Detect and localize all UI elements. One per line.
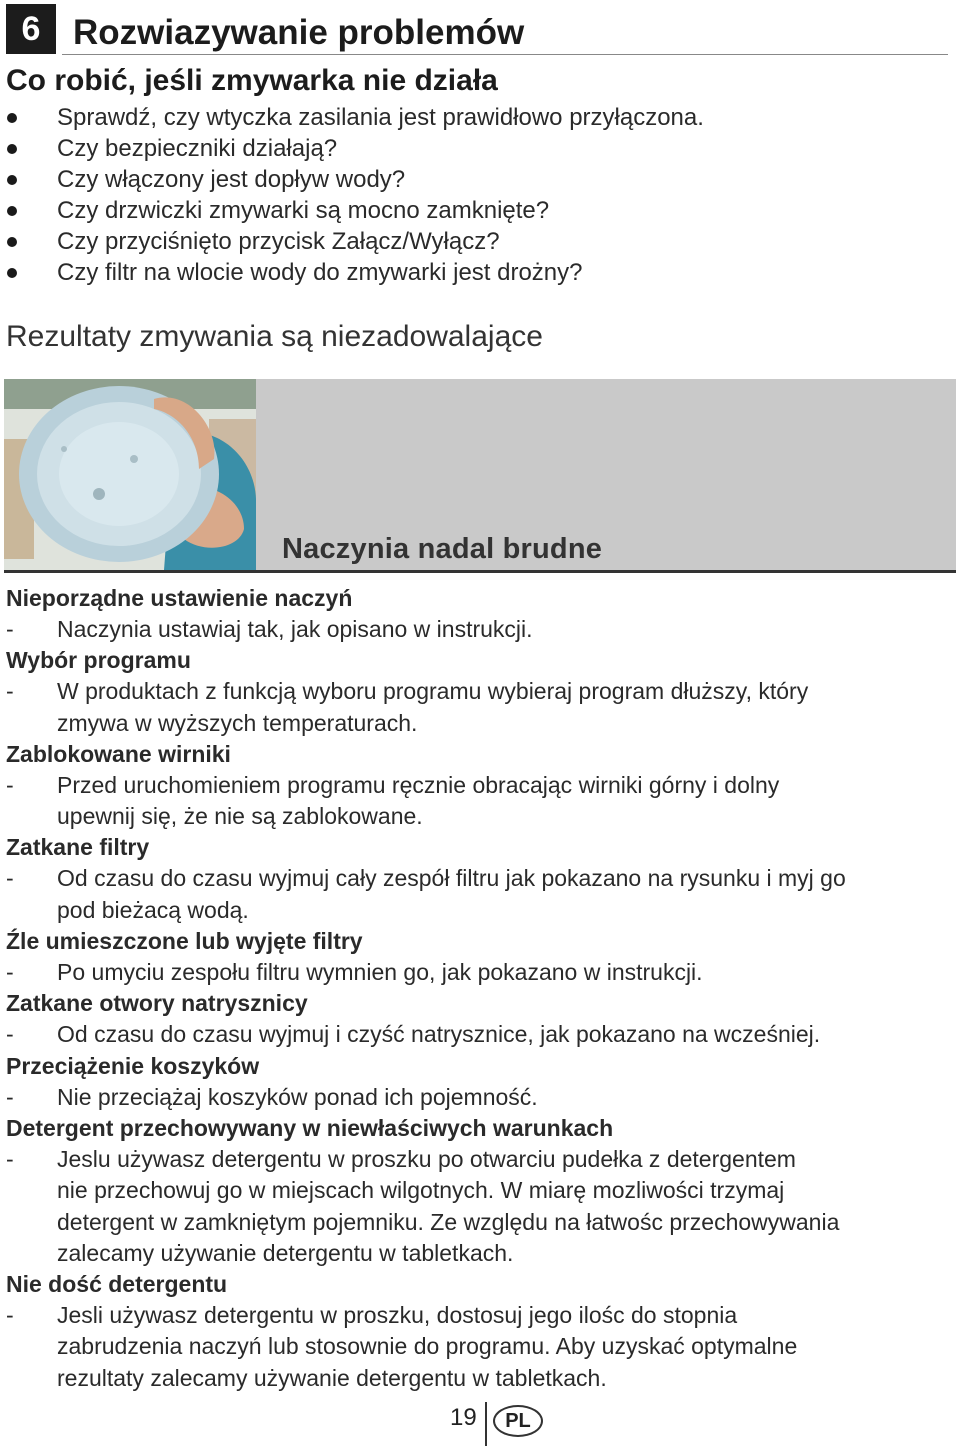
issue-text: Jesli używasz detergentu w proszku, dostosuj jego ilośc do stopnia bbox=[57, 1302, 738, 1329]
list-item-text: Czy włączony jest dopływ wody? bbox=[57, 166, 406, 193]
issue-block bbox=[6, 1051, 951, 1113]
bullet-dot-icon bbox=[7, 175, 17, 185]
dash-marker: - bbox=[6, 1021, 14, 1048]
issues-list bbox=[6, 583, 951, 1394]
issue-title: Zablokowane wirniki bbox=[6, 740, 231, 767]
issue-line bbox=[6, 1019, 951, 1050]
page-number: 19 bbox=[450, 1404, 477, 1431]
issue-title: Źle umieszczone lub wyjęte filtry bbox=[6, 928, 363, 955]
issue-text: Od czasu do czasu wyjmuj cały zespół filtru jak pokazano na rysunku i myj go bbox=[57, 865, 846, 892]
dash-marker: - bbox=[6, 865, 14, 892]
photo-caption: Naczynia nadal brudne bbox=[282, 533, 603, 565]
issue-title: Przeciążenie koszyków bbox=[6, 1052, 260, 1079]
issue-text: Jeslu używasz detergentu w proszku po otwarciu pudełka z detergentem bbox=[57, 1145, 796, 1172]
bullet-dot-icon bbox=[7, 206, 17, 216]
issue-text: zabrudzenia naczyń lub stosownie do programu. Aby uzyskać optymalne bbox=[57, 1333, 798, 1360]
issue-block bbox=[6, 926, 951, 988]
dirty-plate-photo bbox=[4, 379, 256, 570]
list-item bbox=[6, 102, 946, 133]
results-heading: Rezultaty zmywania są niezadowalające bbox=[6, 320, 543, 353]
issue-text: Naczynia ustawiaj tak, jak opisano w instrukcji. bbox=[57, 616, 533, 642]
issue-line bbox=[6, 957, 951, 988]
issue-block bbox=[6, 645, 951, 739]
language-badge-text: PL bbox=[505, 1409, 531, 1432]
issue-line bbox=[6, 863, 951, 894]
issue-text: Od czasu do czasu wyjmuj i czyść natrysznice, jak pokazano na wcześniej. bbox=[57, 1021, 821, 1048]
issue-text: nie przechowuj go w miejscach wilgotnych. W miarę mozliwości trzymaj bbox=[57, 1177, 785, 1204]
bullet-dot-icon bbox=[7, 144, 17, 154]
issue-line-cont bbox=[6, 1207, 951, 1238]
chapter-title: Rozwiazywanie problemów bbox=[73, 13, 525, 52]
not-working-list bbox=[6, 102, 946, 288]
dash-marker: - bbox=[6, 678, 14, 705]
issue-text: W produktach z funkcją wyboru programu wybieraj program dłuższy, który bbox=[57, 678, 809, 705]
dirty-plate-illustration bbox=[4, 379, 256, 570]
dash-marker: - bbox=[6, 616, 14, 642]
dash-marker: - bbox=[6, 1302, 14, 1329]
issue-text: Przed uruchomieniem programu ręcznie obracając wirniki górny i dolny bbox=[57, 771, 780, 798]
list-item-text: Sprawdź, czy wtyczka zasilania jest prawidłowo przyłączona. bbox=[57, 104, 704, 131]
issue-text: zalecamy używanie detergentu w tabletkach. bbox=[57, 1239, 514, 1266]
issue-text: upewnij się, że nie są zablokowane. bbox=[57, 803, 423, 830]
issue-line-cont bbox=[6, 1331, 951, 1362]
list-item bbox=[6, 133, 946, 164]
list-item-text: Czy filtr na wlocie wody do zmywarki jest drożny? bbox=[57, 259, 583, 286]
issue-line bbox=[6, 614, 951, 645]
issue-line bbox=[6, 1082, 951, 1113]
issue-title: Nieporządne ustawienie naczyń bbox=[6, 585, 353, 611]
issue-line-cont bbox=[6, 895, 951, 926]
issue-line bbox=[6, 1144, 951, 1175]
issue-text: Po umyciu zespołu filtru wymnien go, jak pokazano w instrukcji. bbox=[57, 959, 703, 986]
issue-title: Wybór programu bbox=[6, 647, 191, 674]
issue-title: Nie dość detergentu bbox=[6, 1271, 228, 1298]
bullet-dot-icon bbox=[7, 113, 17, 123]
issue-title: Detergent przechowywany w niewłaściwych warunkach bbox=[6, 1114, 614, 1141]
issue-block bbox=[6, 1269, 951, 1394]
list-item bbox=[6, 164, 946, 195]
issue-block bbox=[6, 739, 951, 833]
issue-block bbox=[6, 1113, 951, 1269]
language-badge bbox=[493, 1405, 543, 1437]
issue-line-cont bbox=[6, 801, 951, 832]
issue-text: detergent w zamkniętym pojemniku. Ze względu na łatwośc przechowywania bbox=[57, 1208, 840, 1235]
dash-marker: - bbox=[6, 1145, 14, 1172]
list-item bbox=[6, 257, 946, 288]
not-working-heading: Co robić, jeśli zmywarka nie działa bbox=[6, 64, 498, 97]
chapter-number: 6 bbox=[21, 9, 41, 48]
dash-marker: - bbox=[6, 959, 14, 986]
list-item bbox=[6, 195, 946, 226]
issue-block bbox=[6, 988, 951, 1050]
caption-rule bbox=[4, 570, 956, 573]
dash-marker: - bbox=[6, 771, 14, 798]
issue-block bbox=[6, 832, 951, 926]
issue-text: pod bieżacą wodą. bbox=[57, 896, 249, 923]
chapter-rule bbox=[62, 54, 948, 55]
issue-text: Nie przeciążaj koszyków ponad ich pojemność. bbox=[57, 1083, 538, 1110]
bullet-dot-icon bbox=[7, 237, 17, 247]
issue-line-cont bbox=[6, 1175, 951, 1206]
chapter-number-box bbox=[6, 4, 56, 54]
footer-divider bbox=[485, 1402, 487, 1446]
issue-line-cont bbox=[6, 1238, 951, 1269]
bullet-dot-icon bbox=[7, 268, 17, 278]
list-item-text: Czy przyciśnięto przycisk Załącz/Wyłącz? bbox=[57, 228, 500, 255]
list-item bbox=[6, 226, 946, 257]
issue-title: Zatkane filtry bbox=[6, 834, 150, 861]
issue-line-cont bbox=[6, 1363, 951, 1394]
issue-text: zmywa w wyższych temperaturach. bbox=[57, 709, 418, 736]
issue-line bbox=[6, 676, 951, 707]
list-item-text: Czy bezpieczniki działają? bbox=[57, 135, 338, 162]
list-item-text: Czy drzwiczki zmywarki są mocno zamknięte? bbox=[57, 197, 550, 224]
issue-line-cont bbox=[6, 708, 951, 739]
issue-line bbox=[6, 770, 951, 801]
issue-block bbox=[6, 583, 951, 645]
issue-line bbox=[6, 1300, 951, 1331]
issue-title: Zatkane otwory natrysznicy bbox=[6, 990, 308, 1017]
dash-marker: - bbox=[6, 1083, 14, 1110]
issue-text: rezultaty zalecamy używanie detergentu w tabletkach. bbox=[57, 1364, 607, 1391]
